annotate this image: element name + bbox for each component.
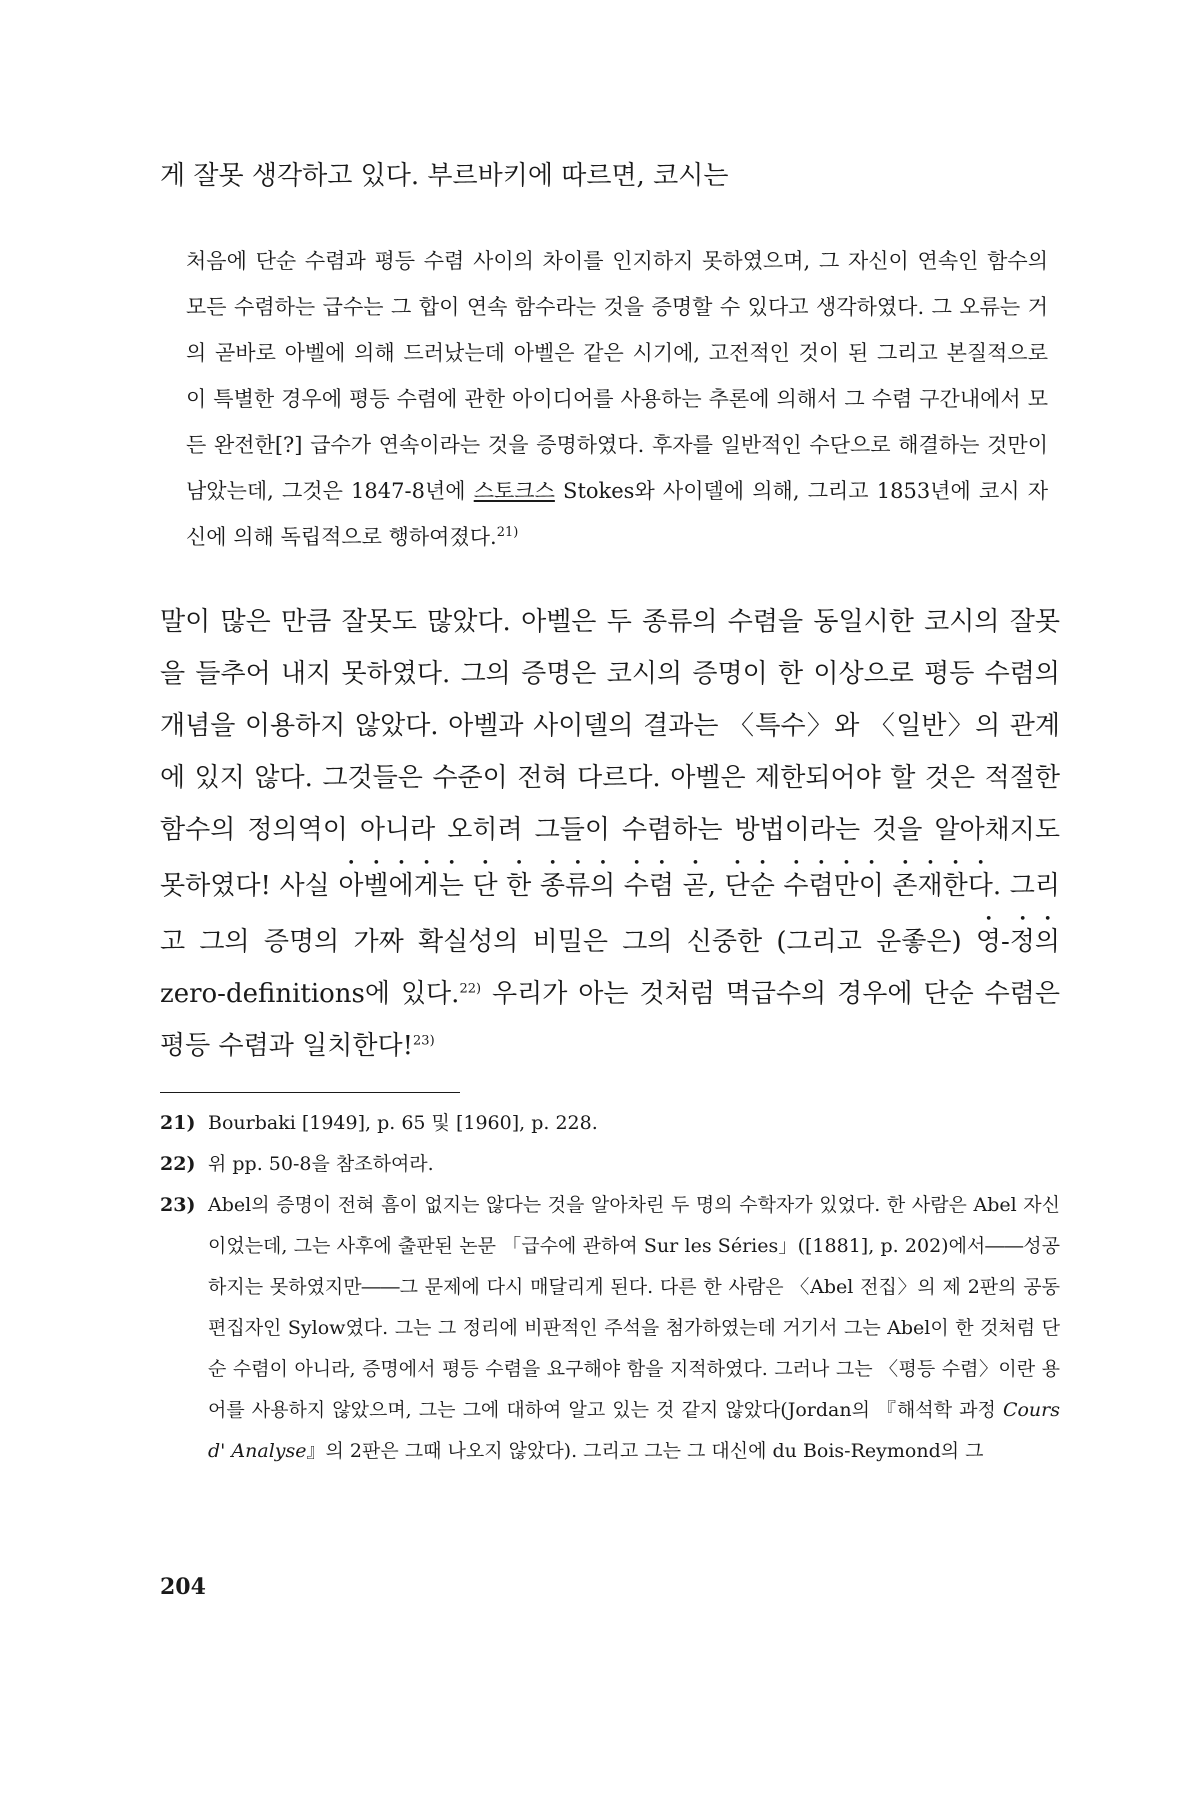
quote-text-1: 처음에 단순 수렴과 평등 수렴 사이의 차이를 인지하지 못하였으며, 그 자신이 연속인 함수의 모든 수렴하는 급수는 그 합이 연속 함수라는 것을 증명할 수 있다고 생각하였다. 그 오류는 거의 곧바로 아벨에 의해 드러났는데 아벨은 같은 시기에, 고전적인 것이 된 그리고 본질적으로 이 특별한 경우에 평등 수렴에 관한 아이디어를 사용하는 추론에 의해서 그 수렴 구간내에서 모든 완전한[?] 급수가 연속이라는 것을 증명하였다. 후자를 일반적인 수단으로 해결하는 것만이 남았는데, 그것은 1847-8년에 (186, 249, 1048, 503)
quote-underlined-name: 스토크스 (473, 479, 555, 503)
main-text-1: 말이 많은 만큼 잘못도 많았다. 아벨은 두 종류의 수렴을 동일시한 코시의 잘못을 들추어 내지 못하였다. 그의 증명은 코시의 증명이 한 이상으로 평등 수렴의 개념을 이용하지 않았다. 아벨과 사이델의 결과는 〈특수〉와 〈일반〉의 관계에 있지 않다. 그것들은 수준이 전혀 다르다. 아벨은 제한되어야 할 것은 적절한 함수의 정의역이 아니라 오히려 그들이 수렴하는 방법이라는 것을 알아채지도 못하였다! 사실 (160, 607, 1060, 901)
block-quote (186, 238, 1048, 560)
page-number: 204 (160, 1574, 206, 1600)
footnote-text: 위 pp. 50-8을 참조하여라. (208, 1153, 434, 1175)
footnote-number: 23) (160, 1194, 196, 1216)
main-text-3: zero-definitions에 있다. (160, 979, 460, 1009)
footnote-number: 22) (160, 1153, 196, 1175)
footnote-23 (160, 1185, 1060, 1472)
main-text-4: 우리가 아는 것처럼 멱급수의 경우에 단순 수렴은 평등 수렴과 일치한다! (160, 979, 1060, 1061)
footnote-22 (160, 1144, 1060, 1185)
page-body (160, 150, 1060, 1472)
footnote-21 (160, 1103, 1060, 1144)
footnote-text-1: Abel의 증명이 전혀 흠이 없지는 않다는 것을 알아차린 두 명의 수학자가 있었다. 한 사람은 Abel 자신이었는데, 그는 사후에 출판된 논문 「급수에 관하여 Sur les Séries」([1881], p. 202)에서――성공하지는 못하였지만――그 문제에 다시 매달리게 된다. 다른 한 사람은 〈Abel 전집〉의 제 2판의 공동 편집자인 Sylow였다. 그는 그 정리에 비판적인 주석을 첨가하였는데 거기서 그는 Abel이 한 것처럼 단순 수렴이 아니라, 증명에서 평등 수렴을 요구해야 함을 지적하였다. 그러나 그는 〈평등 수렴〉이란 용어를 사용하지 않았으며, 그는 그에 대하여 알고 있는 것 같지 않았다(Jordan의 『해석학 과정 (208, 1194, 1060, 1421)
footnote-ref-21: 21) (496, 525, 519, 540)
main-emphasized-1: 아벨에게는 단 한 종류의 수렴 곧, 단순 수렴만이 존재한다 (338, 871, 993, 901)
footnote-text: Bourbaki [1949], p. 65 및 [1960], p. 228. (208, 1112, 598, 1134)
main-emphasized-2: 영-정의 (975, 927, 1060, 957)
footnotes (160, 1103, 1060, 1472)
footnote-text-2: 』의 2판은 그때 나오지 않았다). 그리고 그는 그 대신에 du Bois-Reymond의 그 (306, 1440, 984, 1462)
footnote-ref-23: 23) (413, 1033, 435, 1049)
quote-text-2: Stokes와 사이델에 의해, 그리고 1853년에 코시 자신에 의해 독립적으로 행하여졌다. (186, 479, 1048, 549)
footnote-text (208, 1185, 1060, 1472)
footnote-italic-title: Cours d' Analyse (208, 1399, 1060, 1462)
lead-line: 게 잘못 생각하고 있다. 부르바키에 따르면, 코시는 (160, 161, 729, 191)
footnote-number: 21) (160, 1112, 196, 1134)
footnote-ref-22: 22) (459, 981, 482, 997)
main-text-2: . 그리고 그의 증명의 가짜 확실성의 비밀은 그의 신중한 (그리고 운좋은) (160, 871, 1060, 957)
main-paragraph (160, 596, 1060, 1072)
footnote-divider (160, 1092, 460, 1093)
